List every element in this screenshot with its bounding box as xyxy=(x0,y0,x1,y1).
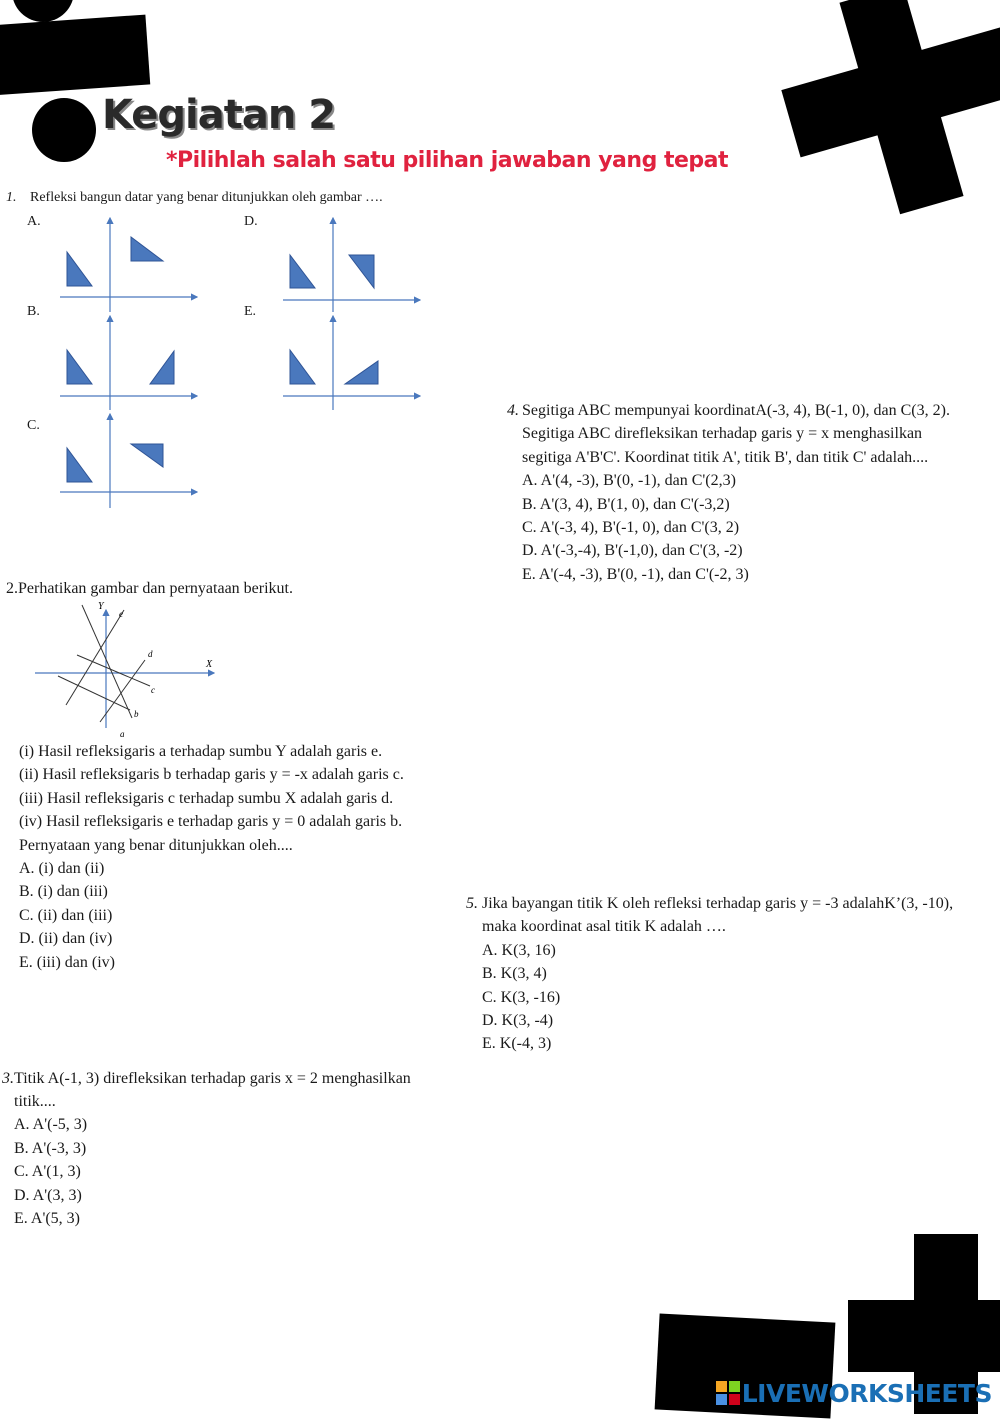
q1-a-triangle-left xyxy=(67,252,92,286)
page-title: Kegiatan 2 xyxy=(102,92,336,138)
q2-option-a[interactable]: A. (i) dan (ii) xyxy=(19,860,105,878)
question-3-number: 3. xyxy=(2,1070,14,1087)
question-5-line: maka koordinat asal titik K adalah …. xyxy=(482,918,726,936)
q3-option-d[interactable]: D. A'(3, 3) xyxy=(14,1186,82,1204)
q2-label-a: a xyxy=(120,729,125,739)
q2-label-d: d xyxy=(148,649,153,659)
q1-option-b-label[interactable]: B. xyxy=(27,304,40,319)
q2-statement: (iv) Hasil refleksigaris e terhadap garis y = 0 adalah garis b. xyxy=(19,813,403,831)
q2-figure xyxy=(35,601,214,739)
question-4-line: segitiga A'B'C'. Koordinat titik A', titik B', dan titik C' adalah.... xyxy=(522,448,929,466)
q2-statement: (iii) Hasil refleksigaris c terhadap sumbu X adalah garis d. xyxy=(19,789,394,807)
q1-option-c-label[interactable]: C. xyxy=(27,418,40,433)
q5-option-b[interactable]: B. K(3, 4) xyxy=(482,965,547,983)
q2-statement: (i) Hasil refleksigaris a terhadap sumbu Y adalah garis e. xyxy=(19,743,383,760)
q2-label-e: e xyxy=(119,609,123,619)
q1-c-triangle-right xyxy=(131,444,163,467)
q2-line-b xyxy=(58,676,130,710)
question-2-intro xyxy=(6,577,293,600)
q2-line-a xyxy=(82,605,132,718)
question-5 xyxy=(482,892,953,1056)
question-1-number: 1. xyxy=(6,190,17,205)
q1-c-triangle-left xyxy=(67,448,92,482)
question-3-text: Titik A(-1, 3) direfleksikan terhadap garis x = 2 menghasilkan xyxy=(14,1070,411,1087)
q4-option-b[interactable]: B. A'(3, 4), B'(1, 0), dan C'(-3,2) xyxy=(522,495,730,513)
q2-label-y: Y xyxy=(98,601,104,612)
q2-line-e xyxy=(66,610,124,705)
q4-option-a[interactable]: A. A'(4, -3), B'(0, -1), dan C'(2,3) xyxy=(522,472,736,490)
q1-d-triangle-left xyxy=(290,255,315,288)
question-3-text-cont: titik.... xyxy=(14,1093,56,1110)
question-4-line: Segitiga ABC mempunyai koordinatA(-3, 4), B(-1, 0), dan C(3, 2). xyxy=(522,402,950,419)
q1-option-e-label[interactable]: E. xyxy=(244,304,257,319)
q2-line-c xyxy=(77,655,150,686)
page-subtitle: *Pilihlah salah satu pilihan jawaban yang tepat xyxy=(166,148,729,173)
q1-d-triangle-right xyxy=(349,255,374,288)
question-2-number: 2. xyxy=(6,580,18,597)
q1-option-d-label[interactable]: D. xyxy=(244,214,258,229)
question-5-number: 5. xyxy=(466,895,478,912)
q1-b-triangle-right xyxy=(150,351,174,384)
q2-option-b[interactable]: B. (i) dan (iii) xyxy=(19,883,108,901)
q3-option-b[interactable]: B. A'(-3, 3) xyxy=(14,1139,87,1157)
q2-label-x: X xyxy=(206,659,213,670)
question-5-line: Jika bayangan titik K oleh refleksi terhadap garis y = -3 adalahK’(3, -10), xyxy=(482,895,954,912)
q3-option-e[interactable]: E. A'(5, 3) xyxy=(14,1210,80,1228)
q1-option-a-label[interactable]: A. xyxy=(27,214,41,229)
q5-option-a[interactable]: A. K(3, 16) xyxy=(482,941,556,959)
q2-option-e[interactable]: E. (iii) dan (iv) xyxy=(19,953,115,971)
question-2-statements xyxy=(19,740,404,974)
q4-option-d[interactable]: D. A'(-3,-4), B'(-1,0), dan C'(3, -2) xyxy=(522,542,743,560)
question-4-line: Segitiga ABC direfleksikan terhadap garis y = x menghasilkan xyxy=(522,425,923,443)
q3-option-c[interactable]: C. A'(1, 3) xyxy=(14,1163,81,1181)
liveworksheets-logo[interactable] xyxy=(716,1379,992,1408)
q1-b-triangle-left xyxy=(67,350,92,384)
q1-e-triangle-left xyxy=(290,350,315,384)
q2-label-b: b xyxy=(134,709,139,719)
q4-option-c[interactable]: C. A'(-3, 4), B'(-1, 0), dan C'(3, 2) xyxy=(522,519,740,537)
q4-option-e[interactable]: E. A'(-4, -3), B'(0, -1), dan C'(-2, 3) xyxy=(522,565,749,583)
question-4 xyxy=(522,399,950,586)
q2-label-c: c xyxy=(151,685,155,695)
question-1-text: Refleksi bangun datar yang benar ditunjukkan oleh gambar …. xyxy=(30,190,383,205)
question-4-number: 4. xyxy=(507,402,519,419)
q5-option-d[interactable]: D. K(3, -4) xyxy=(482,1012,554,1030)
question-2-text: Perhatikan gambar dan pernyataan berikut. xyxy=(18,580,293,597)
q1-e-triangle-right xyxy=(345,361,378,384)
question-3 xyxy=(2,1067,411,1090)
q2-statement: (ii) Hasil refleksigaris b terhadap garis y = -x adalah garis c. xyxy=(19,766,404,784)
q1-a-triangle-right xyxy=(131,237,163,261)
q2-option-d[interactable]: D. (ii) dan (iv) xyxy=(19,930,113,948)
q2-prompt: Pernyataan yang benar ditunjukkan oleh.... xyxy=(19,836,293,854)
q5-option-c[interactable]: C. K(3, -16) xyxy=(482,988,561,1006)
question-3-body xyxy=(14,1090,87,1230)
q5-option-e[interactable]: E. K(-4, 3) xyxy=(482,1035,552,1053)
liveworksheets-brand: LIVEWORKSHEETS xyxy=(741,1379,992,1408)
liveworksheets-icon xyxy=(716,1381,740,1405)
q2-option-c[interactable]: C. (ii) dan (iii) xyxy=(19,906,113,924)
q3-option-a[interactable]: A. A'(-5, 3) xyxy=(14,1116,88,1134)
